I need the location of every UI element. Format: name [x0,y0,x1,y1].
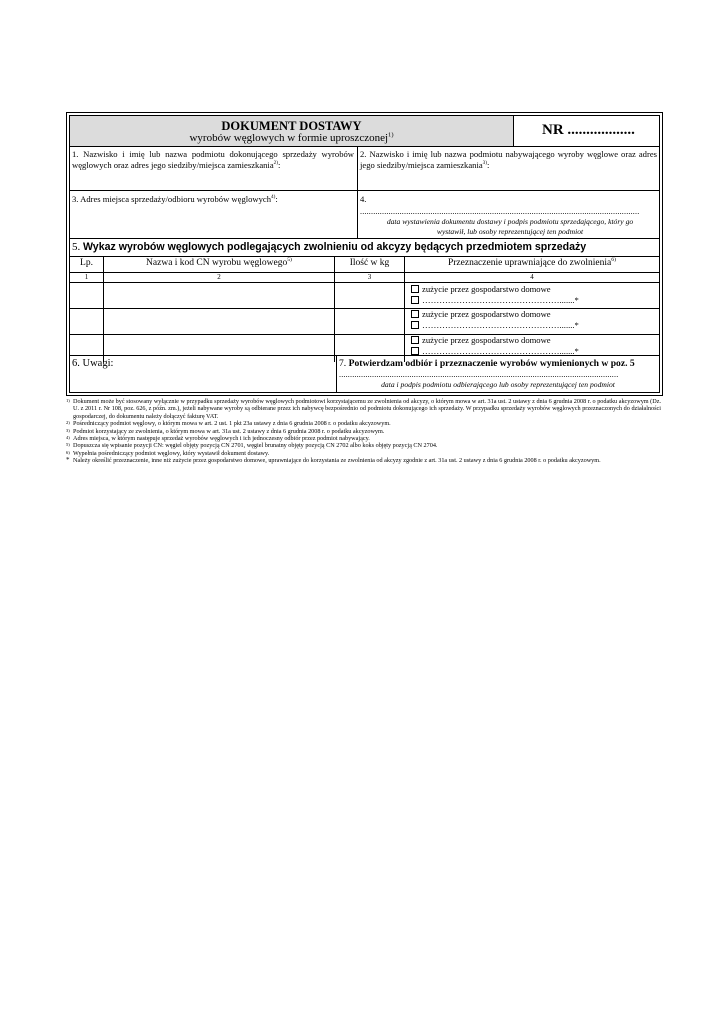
receipt-signature-line[interactable]: ............................................................................................................................... [339,370,619,379]
document-title: DOKUMENT DOSTAWY [221,119,362,133]
checkbox-icon[interactable] [411,310,419,318]
checkbox-icon[interactable] [411,321,419,329]
col-number-3: 3 [367,273,372,281]
col-header-purpose: Przeznaczenie uprawniające do zwolnienia$^{6)}$ [447,256,616,268]
option-household-checkbox[interactable]: zużycie przez gospodarstwo domowe [411,284,551,295]
footnote-2: 2) Pośredniczący podmiot węglowy, o którym mowa w art. 2 ust. 1 pkt 23a ustawy z dnia 6 grudnia 2008 r. o podatku akcyzowym. [66,420,391,428]
option-household-checkbox[interactable]: zużycie przez gospodarstwo domowe [411,309,551,320]
document-number[interactable]: NR .................. [542,122,635,138]
remarks-field[interactable]: 6. Uwagi: [72,358,114,369]
buyer-field[interactable]: 2. Nazwisko i imię lub nazwa podmiotu nabywającego wyroby węglowe oraz adres jego siedziby/miejsca zamieszkania$^{3)}$: [360,149,657,170]
option-other-checkbox[interactable]: ………………………………………….......* [411,320,579,331]
col-header-lp: Lp. [80,258,93,268]
checkbox-icon[interactable] [411,336,419,344]
col-number-2: 2 [217,273,221,281]
document-subtitle: wyrobów węglowych w formie uproszczonej$^{1)}$ [189,131,394,144]
footnote-asterisk: * Należy określić przeznaczenie, inne niż zużycie przez gospodarstwo domowe, uprawniające do korzystania ze zwolnienia od akcyzy zgodnie z art. 31a ust. 2 ustawy z dnia 6 grudnia 2008 r. o podatku akcyzowym. [66,456,601,465]
table-row [70,308,659,334]
col-number-4: 4 [530,273,534,281]
receipt-confirmation-label: 7. Potwierdzam odbiór i przeznaczenie wyrobów wymienionych w poz. 5 [339,358,635,369]
title-cell [70,116,513,146]
nr-cell [514,116,659,146]
option-household-checkbox[interactable]: zużycie przez gospodarstwo domowe [411,335,551,346]
checkbox-icon[interactable] [411,285,419,293]
col-header-name: Nazwa i kod CN wyrobu węglowego$^{5)}$ [146,256,292,268]
delivery-document-form [66,112,663,396]
seller-field[interactable]: 1. Nazwisko i imię lub nazwa podmiotu dokonującego sprzedaży wyrobów węglowych oraz adres jego siedziby/miejsca zamieszkania$^{2)}$: [72,149,354,170]
footnote-4: 4) Adres miejsca, w którym następuje sprzedaż wyrobów węglowych i ich jednoczesny odbiór przez podmiot nabywający. [66,435,370,443]
form-inner-border [69,115,660,393]
section-5-heading: 5. Wykaz wyrobów węglowych podlegających zwolnieniu od akcyzy będących przedmiotem sprzedaży [72,241,587,253]
footnote-1: 1) Dokument może być stosowany wyłącznie w przypadku sprzedaży wyrobów węglowych podmiotowi korzystającemu ze zwolnienia od akcyzy, o którym mowa w art. 31a ust. 2 ustawy z dnia 6 grudnia 2008 r. o podatku akcyzowym (Dz. U. z 2011 r. Nr 108, poz. 626, z późn. zm.), jeżeli nabywane wyroby są odbierane przez ich nabywcę bezpośrednio od podmiotu dokonującego ich sprzedaży. W przypadku sprzedaży wyrobów węglowych przeznaczonych do działalności gospodarczej, do dokumentu należy dołączyć fakturę VAT. [66,398,661,420]
footnote-3: 3) Podmiot korzystający ze zwolnienia, o którym mowa w art. 31a ust. 2 ustawy z dnia 6 grudnia 2008 r. o podatku akcyzowym. [66,427,385,435]
col-header-qty: Ilość w kg [349,258,390,268]
checkbox-icon[interactable] [411,296,419,304]
issue-date-signature-line[interactable]: ............................................................................................................................... [360,207,640,216]
issue-date-caption: data wystawienia dokumentu dostawy i podpis podmiotu sprzedającego, który go wystawił, lub osoby reprezentującej ten podmiot [386,217,634,236]
option-other-checkbox[interactable]: ………………………………………….......* [411,295,579,306]
field-4-label: 4. [360,194,367,204]
option-other-checkbox[interactable]: ………………………………………….......* [411,346,579,357]
footnotes [66,398,661,465]
sale-address-field[interactable]: 3. Adres miejsca sprzedaży/odbioru wyrobów węglowych$^{4)}$: [72,194,278,204]
checkbox-icon[interactable] [411,347,419,355]
receipt-signature-caption: data i podpis podmiotu odbierającego lub osoby reprezentującej ten podmiot [381,380,615,389]
footnote-5: 5) Dopuszcza się wpisanie pozycji CN: węgiel objęty pozycją CN 2701, węgiel brunatny objęty pozycją CN 2702 albo koks objęty pozycją CN 2704. [66,442,438,450]
col-number-1: 1 [84,273,89,281]
table-row [70,282,659,308]
footnote-6: 6) Wypełnia pośredniczący podmiot węglowy, który wystawił dokument dostawy. [66,449,270,457]
